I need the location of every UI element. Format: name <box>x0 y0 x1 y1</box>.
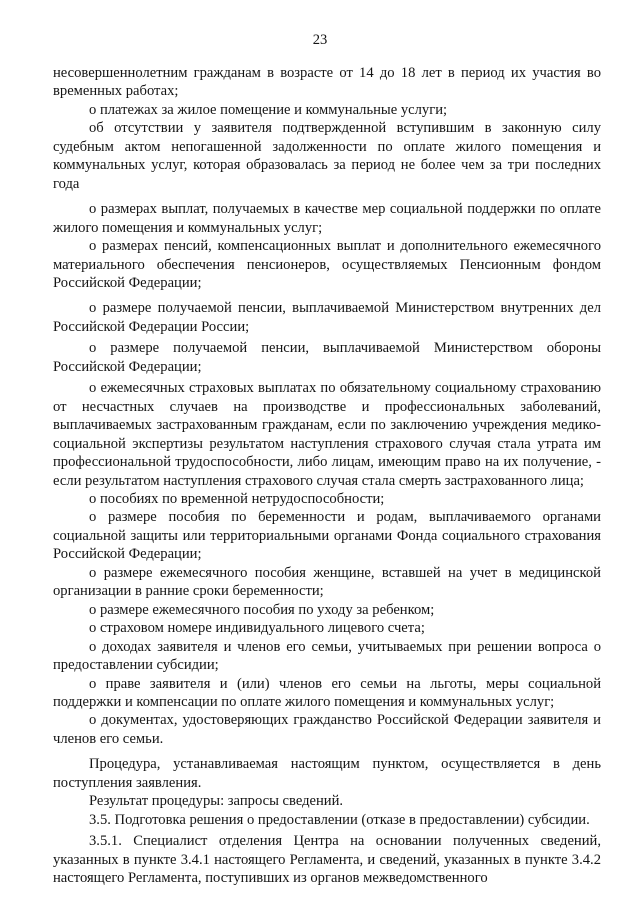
list-item-sick-leave: о пособиях по временной нетрудоспособности; <box>89 490 385 507</box>
list-item-mvd-pension: о размере получаемой пенсии, выплачиваемой Министерством внутренних дел Российской Федерации России; <box>53 300 601 335</box>
list-item-support-payments: о размерах выплат, получаемых в качестве мер социальной поддержки по оплате жилого помещения и коммунальных услуг; <box>53 201 601 236</box>
list-item-insurance-payments: о ежемесячных страховых выплатах по обязательному социальному страхованию от несчастных случаев на производстве и профессиональных заболеваний, выплачиваемых застрахованным гражданам, если по заключению учреждения медико-социальной экспертизы результатом наступления страхового случая стала утрата им профессиональной трудоспособности, либо лицам, имеющим право на их получение, - если результатом наступления страхового случая стала смерть застрахованного лица; <box>53 380 601 489</box>
procedure-paragraph: Процедура, устанавливаемая настоящим пунктом, осуществляется в день поступления заявления. <box>53 756 601 791</box>
list-item-pensions: о размерах пенсий, компенсационных выплат и дополнительного ежемесячного материального обеспечения пенсионеров, осуществляемых Пенсионным фондом Российской Федерации; <box>53 238 601 291</box>
list-item-childcare: о размере ежемесячного пособия по уходу за ребенком; <box>89 601 435 618</box>
list-item-no-debt: об отсутствии у заявителя подтвержденной вступившим в законную силу судебным актом непогашенной задолженности по оплате жилого помещения и коммунальных услуг, которая образовалась за период не более чем за три последних года <box>53 120 601 192</box>
list-item-mod-pension: о размере получаемой пенсии, выплачиваемой Министерством обороны Российской Федерации; <box>53 340 601 375</box>
list-item-income: о доходах заявителя и членов его семьи, учитываемых при решении вопроса о предоставлении субсидии; <box>53 638 601 674</box>
page-number: 23 <box>312 32 328 48</box>
procedure-result: Результат процедуры: запросы сведений. <box>89 793 344 810</box>
list-item-benefits: о праве заявителя и (или) членов его семьи на льготы, меры социальной поддержки и компенсации по оплате жилого помещения и коммунальных услуг; <box>53 675 601 710</box>
paragraph-continuation: несовершеннолетним гражданам в возрасте от 14 до 18 лет в период их участия во временных работах; <box>53 65 601 100</box>
section-3-5-1: 3.5.1. Специалист отделения Центра на основании полученных сведений, указанных в пункте 3.4.1 настоящего Регламента, и сведений, указанных в пункте 3.4.2 настоящего Регламента, поступивших из органов межведомственного <box>53 833 601 887</box>
list-item-citizenship: о документах, удостоверяющих гражданство Российской Федерации заявителя и членов его семьи. <box>53 712 601 747</box>
list-item-early-pregnancy: о размере ежемесячного пособия женщине, вставшей на учет в медицинской организации в ранние сроки беременности; <box>53 564 601 600</box>
list-item-maternity: о размере пособия по беременности и родам, выплачиваемого органами социальной защиты или территориальными органами Фонда социального страхования Российской Федерации; <box>53 509 601 563</box>
list-item-snils: о страховом номере индивидуального лицевого счета; <box>89 620 425 637</box>
list-item-payments: о платежах за жилое помещение и коммунальные услуги; <box>89 101 448 118</box>
document-body <box>53 64 601 887</box>
section-3-5-heading: 3.5. Подготовка решения о предоставлении (отказе в предоставлении) субсидии. <box>89 811 590 828</box>
